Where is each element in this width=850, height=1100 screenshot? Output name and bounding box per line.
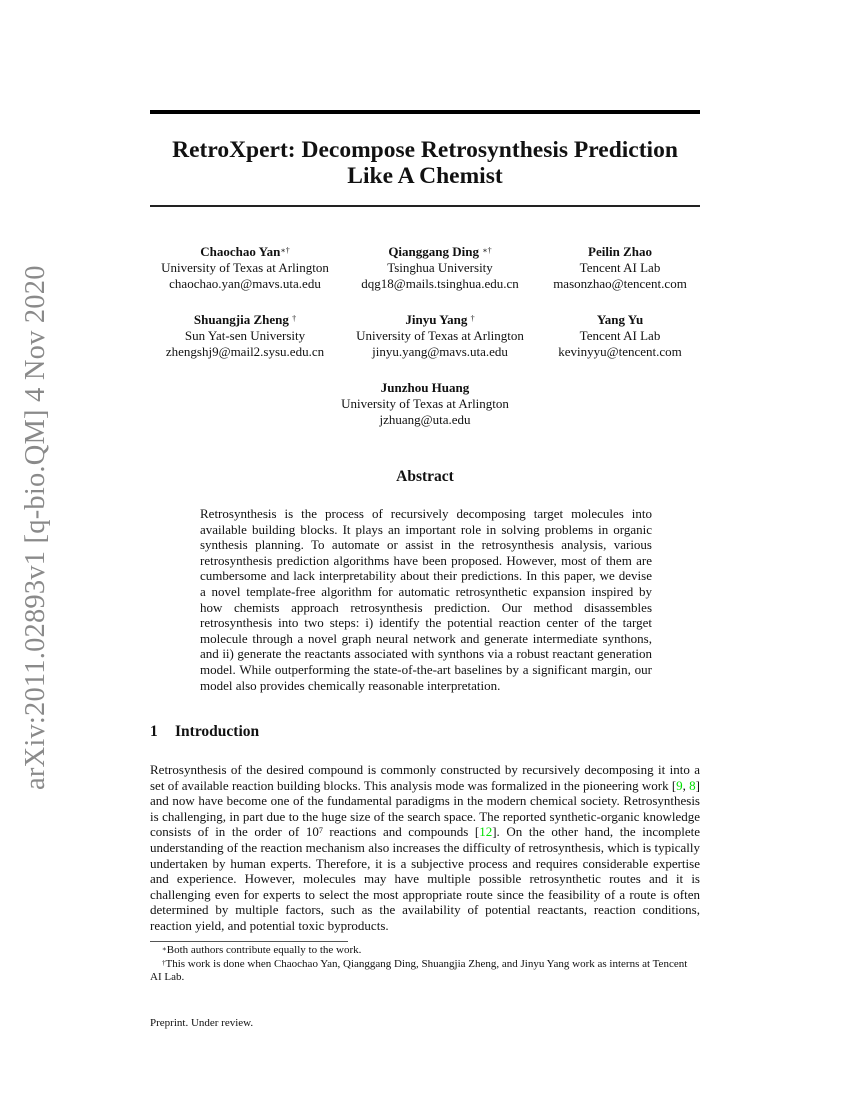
author-name: Shuangjia Zheng bbox=[193, 312, 289, 327]
author-affiliation: Tencent AI Lab bbox=[579, 260, 661, 275]
author bbox=[315, 380, 535, 428]
intro-text: ]. On the other hand, the incomplete understanding of the reaction mechanism also increases the difficulty of retrosynthesis, which is typically undertaken by human experts. Therefore, it is a subjective process and requires considerable expertise and experience. However, molecules may have multiple possible retrosynthetic routes and it is challenging even for experts to select the most appropriate route since the feasibility of a route is often determined by multiple factors, such as the availability of potential reactants, reaction conditions, reaction yield, and potential toxic byproducts. bbox=[150, 824, 700, 933]
author-mark: † bbox=[470, 314, 475, 323]
author-affiliation: University of Texas at Arlington bbox=[356, 328, 524, 343]
footnote-text: This work is done when Chaochao Yan, Qianggang Ding, Shuangjia Zheng, and Jinyu Yang work as interns at Tencent AI Lab. bbox=[150, 957, 688, 983]
author bbox=[340, 312, 540, 360]
intro-text: reactions and compounds [ bbox=[322, 824, 480, 840]
footnote bbox=[150, 944, 700, 958]
footnote-text: Both authors contribute equally to the work. bbox=[166, 944, 362, 956]
author-mark: ∗† bbox=[482, 246, 492, 255]
author-email[interactable]: jzhuang@uta.edu bbox=[379, 412, 471, 427]
author-name: Yang Yu bbox=[596, 312, 644, 327]
intro-text: ] and now have become one of the fundamental paradigms in the modern chemical society. Retrosynthesis is challenging, in part due to the huge size of the search space. The reported synthetic-organic knowledge consists of in the order of 10 bbox=[150, 777, 701, 840]
author-email[interactable]: jinyu.yang@mavs.uta.edu bbox=[372, 344, 508, 359]
author bbox=[150, 244, 340, 292]
footnote-mark: ∗ bbox=[162, 945, 167, 953]
footnote-mark: † bbox=[162, 958, 166, 967]
author bbox=[340, 244, 540, 292]
title-bottom-rule bbox=[150, 205, 700, 207]
citation-link[interactable]: 8 bbox=[689, 777, 696, 793]
preprint-notice: Preprint. Under review. bbox=[150, 1017, 254, 1029]
author bbox=[150, 312, 340, 360]
author-row-2 bbox=[150, 312, 700, 360]
author-email[interactable]: kevinyyu@tencent.com bbox=[558, 344, 682, 359]
author-name: Jinyu Yang bbox=[405, 312, 468, 327]
author-affiliation: University of Texas at Arlington bbox=[161, 260, 329, 275]
author-affiliation: University of Texas at Arlington bbox=[341, 396, 509, 411]
section-heading-introduction bbox=[150, 723, 259, 741]
citation-link[interactable]: 12 bbox=[479, 824, 493, 840]
author-email[interactable]: zhengshj9@mail2.sysu.edu.cn bbox=[165, 344, 325, 359]
introduction-paragraph bbox=[150, 762, 700, 934]
abstract-body: Retrosynthesis is the process of recursively decomposing target molecules into available building blocks. It plays an important role in solving problems in organic synthesis planning. To automate or assist in the retrosynthesis analysis, various retrosynthesis prediction algorithms have been proposed. However, most of them are cumbersome and lack interpretability about their predictions. In this paper, we devise a novel template-free algorithm for automatic retrosynthetic expansion inspired by how chemists approach retrosynthesis prediction. Our method disassembles retrosynthesis into two steps: i) identify the potential reaction center of the target molecule through a novel graph neural network and generate intermediate synthons, and ii) generate the reactants associated with synthons via a robust reactant generation model. While outperforming the state-of-the-art baselines by a significant margin, our model also provides chemically reasonable interpretation. bbox=[200, 506, 652, 693]
author-affiliation: Tsinghua University bbox=[387, 260, 493, 275]
footnotes bbox=[150, 944, 700, 985]
author-name: Qianggang Ding bbox=[388, 244, 479, 259]
paper-title bbox=[150, 137, 700, 189]
author-name: Chaochao Yan bbox=[200, 244, 281, 259]
author-name: Peilin Zhao bbox=[588, 244, 652, 259]
author-row-1 bbox=[150, 244, 700, 292]
section-title: Introduction bbox=[175, 723, 260, 740]
footnote bbox=[150, 958, 700, 985]
author-email[interactable]: chaochao.yan@mavs.uta.edu bbox=[169, 276, 321, 291]
author-affiliation: Tencent AI Lab bbox=[579, 328, 661, 343]
author-row-3 bbox=[150, 380, 700, 428]
citation-link[interactable]: 9 bbox=[676, 777, 683, 793]
author-email[interactable]: dqg18@mails.tsinghua.edu.cn bbox=[361, 276, 519, 291]
title-top-rule bbox=[150, 110, 700, 114]
author-mark: † bbox=[292, 314, 297, 323]
footnote-rule bbox=[150, 941, 348, 942]
intro-text: , bbox=[682, 777, 690, 793]
intro-text: Retrosynthesis of the desired compound is commonly constructed by recursively decomposing it into a set of available reaction building blocks. This analysis mode was formalized in the pioneering work [ bbox=[150, 762, 700, 793]
author bbox=[540, 312, 700, 360]
author-block bbox=[150, 244, 700, 448]
title-line-1: RetroXpert: Decompose Retrosynthesis Prediction bbox=[172, 137, 678, 163]
author-mark: ∗† bbox=[280, 246, 290, 255]
author bbox=[540, 244, 700, 292]
exponent: 7 bbox=[318, 826, 323, 836]
author-name: Junzhou Huang bbox=[380, 380, 470, 395]
author-email[interactable]: masonzhao@tencent.com bbox=[553, 276, 687, 291]
author-affiliation: Sun Yat-sen University bbox=[184, 328, 306, 343]
abstract-heading: Abstract bbox=[396, 468, 454, 485]
title-line-2: Like A Chemist bbox=[347, 163, 503, 189]
section-number: 1 bbox=[150, 723, 158, 740]
arxiv-stamp: arXiv:2011.02893v1 [q-bio.QM] 4 Nov 2020 bbox=[20, 265, 51, 790]
